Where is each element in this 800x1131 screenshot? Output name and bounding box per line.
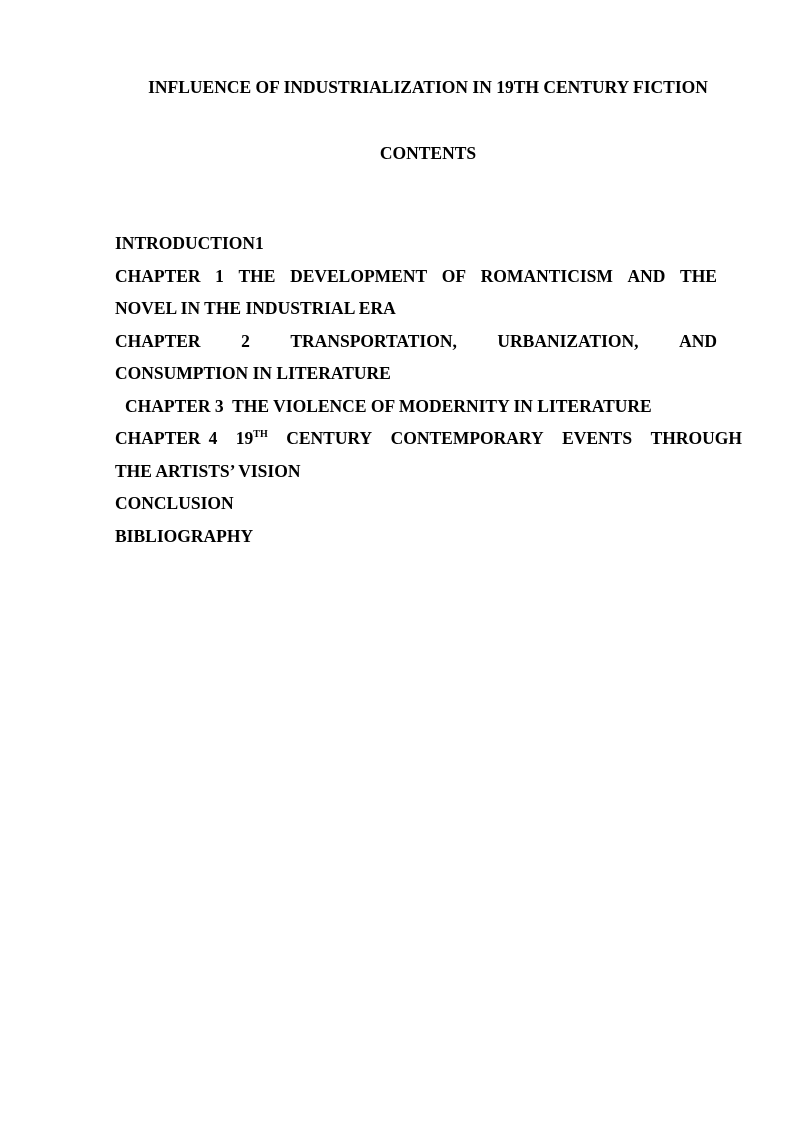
- chapter-1-word: OF: [441, 265, 467, 286]
- chapter-4-line-1: [115, 422, 742, 455]
- toc-entry-introduction: INTRODUCTION1: [115, 233, 264, 253]
- chapter-4-ordinal: [236, 422, 268, 455]
- chapter-1-word: AND: [627, 265, 666, 286]
- toc-entry-conclusion: CONCLUSION: [115, 493, 234, 513]
- table-of-contents: [115, 227, 742, 552]
- toc-entry-chapter-1: [115, 260, 717, 325]
- chapter-4-label-text: CHAPTER: [115, 428, 201, 448]
- chapter-4-word: THROUGH: [650, 428, 742, 448]
- toc-entry-chapter-2: [115, 325, 717, 390]
- chapter-4-label: [115, 422, 217, 455]
- toc-entry-chapter-3: CHAPTER 3 THE VIOLENCE OF MODERNITY IN LITERATURE: [125, 395, 652, 416]
- chapter-1-word: CHAPTER: [115, 265, 201, 286]
- chapter-2-word: URBANIZATION,: [497, 330, 639, 351]
- document-title: INFLUENCE OF INDUSTRIALIZATION IN 19TH CENTURY FICTION: [148, 77, 708, 97]
- chapter-1-word: 1: [215, 265, 224, 286]
- chapter-4-ordinal-suffix: TH: [253, 429, 268, 440]
- chapter-4-word: CONTEMPORARY: [390, 428, 544, 448]
- chapter-2-line-1: [115, 325, 717, 358]
- chapter-1-word: THE: [238, 265, 276, 286]
- chapter-2-line-2: CONSUMPTION IN LITERATURE: [115, 363, 391, 383]
- chapter-4-ordinal-base: 19: [235, 428, 254, 448]
- contents-heading: CONTENTS: [379, 143, 477, 163]
- chapter-2-word: CHAPTER: [115, 330, 201, 351]
- toc-entry-bibliography: BIBLIOGRAPHY: [115, 525, 254, 546]
- chapter-4-word: EVENTS: [562, 428, 633, 448]
- chapter-1-word: DEVELOPMENT: [290, 265, 428, 286]
- chapter-2-word: TRANSPORTATION,: [290, 330, 457, 351]
- chapter-1-line-1: [115, 260, 717, 293]
- chapter-4-number: 4: [208, 428, 218, 448]
- chapter-4-line-2: THE ARTISTS’ VISION: [115, 460, 301, 481]
- chapter-1-word: THE: [680, 265, 717, 286]
- chapter-2-word: 2: [241, 330, 250, 351]
- chapter-2-word: AND: [679, 330, 717, 351]
- chapter-1-line-2: NOVEL IN THE INDUSTRIAL ERA: [115, 298, 396, 318]
- chapter-1-word: ROMANTICISM: [480, 265, 613, 286]
- toc-entry-chapter-4: [115, 422, 742, 487]
- chapter-4-word: CENTURY: [286, 428, 373, 448]
